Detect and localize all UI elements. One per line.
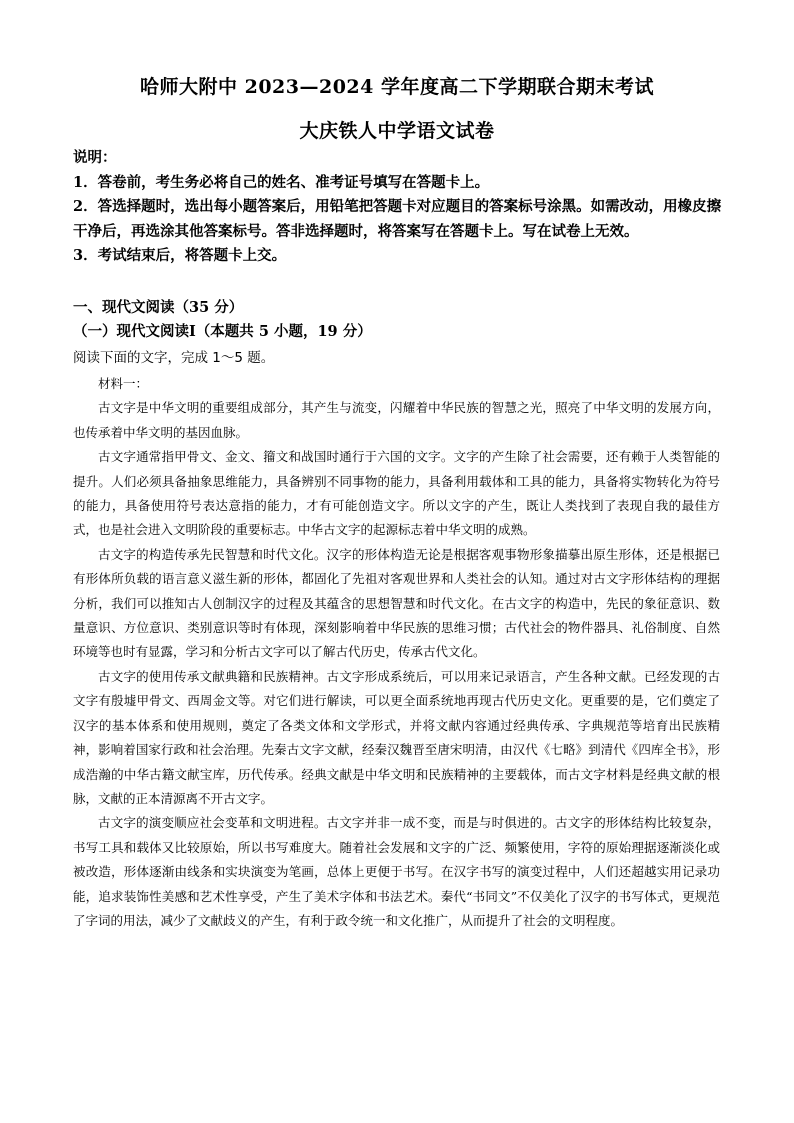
- exam-title: 哈师大附中 2023—2024 学年度高二下学期联合期末考试: [140, 76, 654, 98]
- instructions-heading: 说明：: [73, 149, 117, 166]
- paragraph-2: 古文字通常指甲骨文、金文、籀文和战国时通行于六国的文字。文字的产生除了社会需要，还有赖于人类智能的提升。人们必须具备抽象思维能力，具备辨别不同事物的能力，具备利用载体和工具的能力，具备将实物转化为符号的能力，具备使用符号表达意指的能力，才有可能创造文字。所以文字的产生，既让人类找到了表现自我的最佳方式，也是社会进入文明阶段的重要标志。中华古文字的起源标志着中华文明的成熟。: [73, 449, 720, 538]
- instructions-block: [73, 146, 733, 269]
- paragraph-3: 古文字的构造传承先民智慧和时代文化。汉字的形体构造无论是根据客观事物形象描摹出原生形体，还是根据已有形体所负载的语言意义滋生新的形体，都固化了先祖对客观世界和人类社会的认知。通过对古文字形体结构的理据分析，我们可以推知古人创制汉字的过程及其蕴含的思想智慧和时代文化。在古文字的构造中，先民的象征意识、数量意识、方位意识、类别意识等时有体现，深刻影响着中华民族的思维习惯；古代社会的物件器具、礼俗制度、自然环境等也时有显露，学习和分析古文字可以了解古代历史，传承古代文化。: [73, 546, 720, 660]
- exam-subtitle: 大庆铁人中学语文试卷: [299, 120, 495, 142]
- reading-material: [73, 372, 720, 933]
- subsection-heading: （一）现代文阅读Ⅰ（本题共 5 小题，19 分）: [73, 323, 372, 340]
- instruction-item-3: 3．考试结束后，将答题卡上交。: [73, 247, 287, 265]
- paragraph-4: 古文字的使用传承文献典籍和民族精神。古文字形成系统后，可以用来记录语言，产生各种文献。已经发现的古文字有殷墟甲骨文、西周金文等。对它们进行解读，可以更全面系统地再现古代历史文化。更重要的是，它们奠定了汉字的基本体系和使用规则，奠定了各类文体和文学形式，并将文献内容通过经典传承、字典规范等培育出民族精神，影响着国家行政和社会治理。先秦古文字文献，经秦汉魏晋至唐宋明清，由汉代《七略》到清代《四库全书》，形成浩瀚的中华古籍文献宝库，历代传承。经典文献是中华文明和民族精神的主要载体，而古文字材料是经典文献的根脉，文献的正本清源离不开古文字。: [73, 668, 720, 806]
- instruction-item-1: 1．答卷前，考生务必将自己的姓名、准考证号填写在答题卡上。: [73, 173, 490, 191]
- section-heading: 一、现代文阅读（35 分）: [73, 299, 244, 316]
- material-label: 材料一：: [98, 376, 149, 391]
- instruction-item-2: 2．答选择题时，选出每小题答案后，用铅笔把答题卡对应题目的答案标号涂黑。如需改动，用橡皮擦干净后，再选涂其他答案标号。答非选择题时，将答案写在答题卡上。写在试卷上无效。: [73, 198, 722, 240]
- paragraph-1: 古文字是中华文明的重要组成部分，其产生与流变，闪耀着中华民族的智慧之光，照亮了中华文明的发展方向，也传承着中华文明的基因血脉。: [73, 400, 720, 440]
- reading-instruction: 阅读下面的文字，完成 1～5 题。: [73, 350, 275, 366]
- paragraph-5: 古文字的演变顺应社会变革和文明进程。古文字并非一成不变，而是与时俱进的。古文字的形体结构比较复杂，书写工具和载体又比较原始，所以书写难度大。随着社会发展和文字的广泛、频繁使用，字符的原始理据逐渐淡化或被改造，形体逐渐由线条和实块演变为笔画，总体上更便于书写。在汉字书写的演变过程中，人们还超越实用记录功能，追求装饰性美感和艺术性享受，产生了美术字体和书法艺术。秦代“书同文”不仅美化了汉字的书写体式，更规范了字词的用法，减少了文献歧义的产生，有利于政令统一和文化推广，从而提升了社会的文明程度。: [73, 815, 720, 928]
